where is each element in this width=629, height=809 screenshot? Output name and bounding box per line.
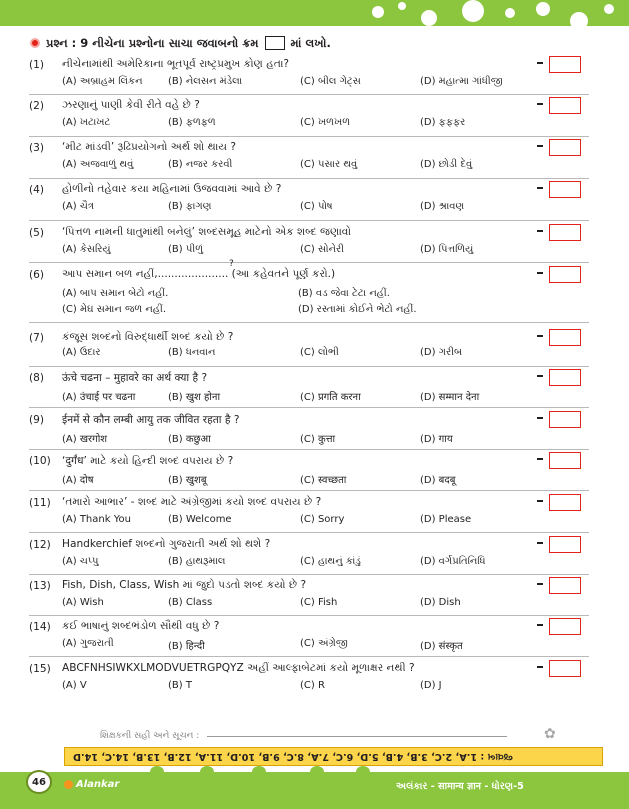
option-d[interactable]: (D) રસ્તામાં કોઈને ભેટો નહીં. <box>298 304 417 315</box>
answer-box[interactable] <box>549 452 581 469</box>
question-text: ABCFNHSIWKXLMODVUETRGPQYZ અહીં આલ્ફાબેટમાં કયો મૂળાક્ષર નથી ? <box>62 662 415 674</box>
signature-label: શિક્ષકની સહી અને સૂચન : <box>100 731 200 741</box>
decor-bubble <box>398 2 406 10</box>
answer-dash <box>537 230 543 232</box>
question-number: (14) <box>29 620 51 633</box>
divider <box>29 136 589 137</box>
question-number: (1) <box>29 58 45 71</box>
divider <box>29 407 589 408</box>
options-row <box>62 244 582 258</box>
answer-box[interactable] <box>549 494 581 511</box>
options-row <box>62 389 582 403</box>
divider <box>29 656 589 657</box>
options-row <box>62 556 582 570</box>
question-text: આપ સમાન બળ નહીં,..................... (આ કહેવતને પૂર્ણ કરો.) <box>62 268 336 280</box>
question-text: હોળીનો તહેવાર કયા મહિનામાં ઉજવવામાં આવે છે ? <box>62 183 282 195</box>
question-number: (11) <box>29 496 51 509</box>
answer-dash <box>537 187 543 189</box>
question-number: (2) <box>29 99 45 112</box>
answer-dash <box>537 62 543 64</box>
answer-box[interactable] <box>549 97 581 114</box>
option-d[interactable]: (D) संस्कृत <box>420 641 463 652</box>
options-row <box>62 201 582 215</box>
divider <box>29 262 589 263</box>
option-c[interactable]: (C) બીલ ગેટ્સ <box>300 76 361 87</box>
question-number: (6) <box>29 268 45 281</box>
answer-dash <box>537 624 543 626</box>
option-b[interactable]: (B) વડ જેવા ટેટા નહીં. <box>298 288 390 299</box>
answer-key-text: જવાબ : 1.A, 2.C, 3.B, 4.B, 5.D, 6.C, 7.A, 8.C, 9.B, 10.D, 11.A, 12.B, 13.B, 14.C, 14.D <box>73 751 513 762</box>
brand-logo <box>64 779 119 790</box>
answer-box[interactable] <box>549 660 581 677</box>
option-b[interactable]: (B) ફાગણ <box>168 201 212 212</box>
options-row <box>62 431 582 445</box>
divider <box>29 490 589 491</box>
option-b[interactable]: (B) खुश होना <box>168 392 221 403</box>
option-b[interactable]: (B) હાથરૂમાલ <box>168 556 226 567</box>
question-text: ‘પિત્તળ નામની ધાતુમાંથી બનેલું’ શબ્દસમૂહ માટેનો એક શબ્દ જણાવો <box>62 226 352 238</box>
option-b[interactable]: (B) ફળફળ <box>168 117 216 128</box>
answer-dash <box>537 103 543 105</box>
options-row <box>62 288 582 302</box>
divider <box>29 574 589 575</box>
blank-mark: ? <box>229 259 234 269</box>
heading-prefix: પ્રશ્ન : 9 નીચેના પ્રશ્નોના સાચા જવાબનો ક્રમ <box>46 35 259 50</box>
options-row <box>62 76 582 90</box>
divider <box>29 178 589 179</box>
answer-dash <box>537 272 543 274</box>
option-a[interactable]: (A) खरगोश <box>62 434 108 445</box>
question-text: ‘તમારો આભાર’ - શબ્દ માટે અંગ્રેજીમાં કયો શબ્દ વપરાય છે ? <box>62 496 322 508</box>
question-text: Handkerchief શબ્દનો ગુજરાતી અર્થ શો થશે ? <box>62 538 271 550</box>
options-row <box>62 159 582 173</box>
option-d[interactable]: (D) ફફફર <box>420 117 466 128</box>
option-c[interactable]: (C) હાથનું કાંડું <box>300 556 361 567</box>
question-number: (3) <box>29 141 45 154</box>
option-d[interactable]: (D) શ્રાવણ <box>420 201 465 212</box>
option-c[interactable]: (C) Fish <box>300 597 338 608</box>
divider <box>29 220 589 221</box>
divider <box>29 532 589 533</box>
teacher-signature-line <box>100 729 507 743</box>
question-number: (15) <box>29 662 51 675</box>
page-number: 46 <box>26 770 52 794</box>
answer-box[interactable] <box>549 56 581 73</box>
option-a[interactable]: (A) અજવાળું થવું <box>62 159 134 170</box>
option-b[interactable]: (B) कछुआ <box>168 434 211 445</box>
options-row <box>62 472 582 486</box>
options-row <box>62 347 582 361</box>
option-a[interactable]: (A) બાપ સમાન બેટો નહીં. <box>62 288 169 299</box>
answer-box[interactable] <box>549 224 581 241</box>
question-text: નીચેનામાંથી અમેરિકાના ભૂતપૂર્વ રાષ્ટ્રપ્રમુખ કોણ હતા? <box>62 58 290 70</box>
decor-bubble <box>505 8 515 18</box>
decor-bubble <box>462 0 484 22</box>
options-row <box>62 514 582 528</box>
option-b[interactable]: (B) ધનવાન <box>168 347 216 358</box>
options-row <box>62 117 582 131</box>
option-a[interactable]: (A) કેસરિયું <box>62 244 111 255</box>
divider <box>29 322 589 323</box>
question-number: (5) <box>29 226 45 239</box>
option-c[interactable]: (C) પોષ <box>300 201 333 212</box>
option-a[interactable]: (A) ચૈત્ર <box>62 201 94 212</box>
answer-box[interactable] <box>549 139 581 156</box>
brand-sun-icon <box>64 780 73 789</box>
option-a[interactable]: (A) Wish <box>62 597 104 608</box>
option-b[interactable]: (B) Welcome <box>168 514 232 525</box>
option-c[interactable]: (C) અંગ્રેજી <box>300 638 348 649</box>
question-text: ‘दुर्गंध’ માટે કયો હિન્દી શબ્દ વપરાય છે ? <box>62 454 234 467</box>
option-a[interactable]: (A) V <box>62 680 87 691</box>
heading-suffix: માં લખો. <box>290 35 331 50</box>
signature-rule[interactable] <box>207 736 507 737</box>
decor-bubble <box>570 12 588 30</box>
answer-box[interactable] <box>549 536 581 553</box>
option-a[interactable]: (A) અબ્રાહમ લિંકન <box>62 76 143 87</box>
option-d[interactable]: (D) ગરીબ <box>420 347 463 358</box>
option-d[interactable]: (D) વર્ગપ્રતિનિધિ <box>420 556 486 567</box>
option-c[interactable]: (C) ખળખળ <box>300 117 351 128</box>
question-text: કઈ ભાષાનું શબ્દભંડોળ સૌથી વધુ છે ? <box>62 620 220 632</box>
bottom-banner <box>0 772 629 809</box>
bullet-icon <box>30 38 40 48</box>
question-text: કંજૂસ શબ્દનો વિરુદ્ધાર્થી શબ્દ કયો છે ? <box>62 331 234 343</box>
option-d[interactable]: (D) Dish <box>420 597 461 608</box>
answer-dash <box>537 542 543 544</box>
option-d[interactable]: (D) बदबू <box>420 475 456 486</box>
question-number: (4) <box>29 183 45 196</box>
decor-bubble <box>536 2 550 16</box>
options-row <box>62 597 582 611</box>
answer-box[interactable] <box>549 266 581 283</box>
option-c[interactable]: (C) પસાર થવું <box>300 159 358 170</box>
option-c[interactable]: (C) प्रगति करना <box>300 392 361 403</box>
option-d[interactable]: (D) છોડી દેવું <box>420 159 473 170</box>
option-d[interactable]: (D) પિત્તળિયું <box>420 244 474 255</box>
option-b[interactable]: (B) પીળું <box>168 244 203 255</box>
option-a[interactable]: (A) उंचाई पर चढना <box>62 392 136 403</box>
option-d[interactable]: (D) सम्मान देना <box>420 392 480 403</box>
divider <box>29 615 589 616</box>
decor-bubble <box>604 4 614 14</box>
answer-dash <box>537 666 543 668</box>
option-a[interactable]: (A) दोष <box>62 475 94 486</box>
options-row <box>62 638 582 652</box>
option-c[interactable]: (C) સોનેરી <box>300 244 345 255</box>
question-text: ઝરણાનું પાણી કેવી રીતે વહે છે ? <box>62 99 200 111</box>
answer-box[interactable] <box>549 618 581 635</box>
answer-dash <box>537 375 543 377</box>
answer-dash <box>537 583 543 585</box>
answer-dash <box>537 500 543 502</box>
option-d[interactable]: (D) મહાત્મા ગાંધીજી <box>420 76 503 87</box>
section-heading <box>30 34 331 52</box>
option-a[interactable]: (A) Thank You <box>62 514 131 525</box>
option-b[interactable]: (B) નેલસન મંડેલા <box>168 76 243 87</box>
option-c[interactable]: (C) स्वच्छता <box>300 475 347 486</box>
option-d[interactable]: (D) J <box>420 680 442 691</box>
question-number: (12) <box>29 538 51 551</box>
option-d[interactable]: (D) गाय <box>420 434 453 445</box>
answer-box-sample <box>265 36 285 50</box>
decor-bubble <box>421 10 437 26</box>
question-number: (7) <box>29 331 45 344</box>
divider <box>29 366 589 367</box>
option-b[interactable]: (B) खुशबू <box>168 475 207 486</box>
option-c[interactable]: (C) कुत्ता <box>300 434 336 445</box>
answer-box[interactable] <box>549 329 581 346</box>
answer-box[interactable] <box>549 181 581 198</box>
answer-key-strip <box>64 747 603 766</box>
question-text: Fish, Dish, Class, Wish માં જુદો પડતો શબ્દ કયો છે ? <box>62 579 307 591</box>
option-c[interactable]: (C) લોભી <box>300 347 339 358</box>
answer-dash <box>537 417 543 419</box>
answer-box[interactable] <box>549 577 581 594</box>
question-number: (13) <box>29 579 51 592</box>
question-text: ऊंचे चढना – मुहावरे का अर्थ क्या है ? <box>62 371 208 384</box>
option-c[interactable]: (C) Sorry <box>300 514 345 525</box>
answer-dash <box>537 458 543 460</box>
option-c[interactable]: (C) મેઘ સમાન જળ નહીં. <box>62 304 167 315</box>
option-c[interactable]: (C) R <box>300 680 325 691</box>
question-number: (8) <box>29 371 45 384</box>
option-d[interactable]: (D) Please <box>420 514 472 525</box>
option-b[interactable]: (B) Class <box>168 597 213 608</box>
option-a[interactable]: (A) ચપ્પુ <box>62 556 99 567</box>
decor-bubble <box>372 6 384 18</box>
options-row <box>62 304 582 318</box>
option-b[interactable]: (B) નજર કરવી <box>168 159 233 170</box>
question-text: ‘મીટ માંડવી’ રૂઢિપ્રયોગનો અર્થ શો થાય ? <box>62 141 237 153</box>
divider <box>29 449 589 450</box>
answer-dash <box>537 145 543 147</box>
answer-dash <box>537 335 543 337</box>
option-a[interactable]: (A) ગુજરાતી <box>62 638 114 649</box>
footprint-icon: ✿ <box>544 726 556 742</box>
brand-name: Alankar <box>76 779 120 790</box>
series-label: અલંકાર - सामान्य ज्ञान - ધોરણ-5 <box>396 781 524 792</box>
options-row <box>62 680 582 694</box>
question-number: (10) <box>29 454 51 467</box>
question-number: (9) <box>29 413 45 426</box>
divider <box>29 94 589 95</box>
option-a[interactable]: (A) ખટાખટ <box>62 117 111 128</box>
option-b[interactable]: (B) T <box>168 680 192 691</box>
answer-box[interactable] <box>549 411 581 428</box>
question-text: ईनमें से कौन लम्बी आयु तक जीवित रहता है ? <box>62 413 240 426</box>
option-a[interactable]: (A) ઉદાર <box>62 347 101 358</box>
answer-box[interactable] <box>549 369 581 386</box>
option-b[interactable]: (B) हिन्दी <box>168 641 205 652</box>
